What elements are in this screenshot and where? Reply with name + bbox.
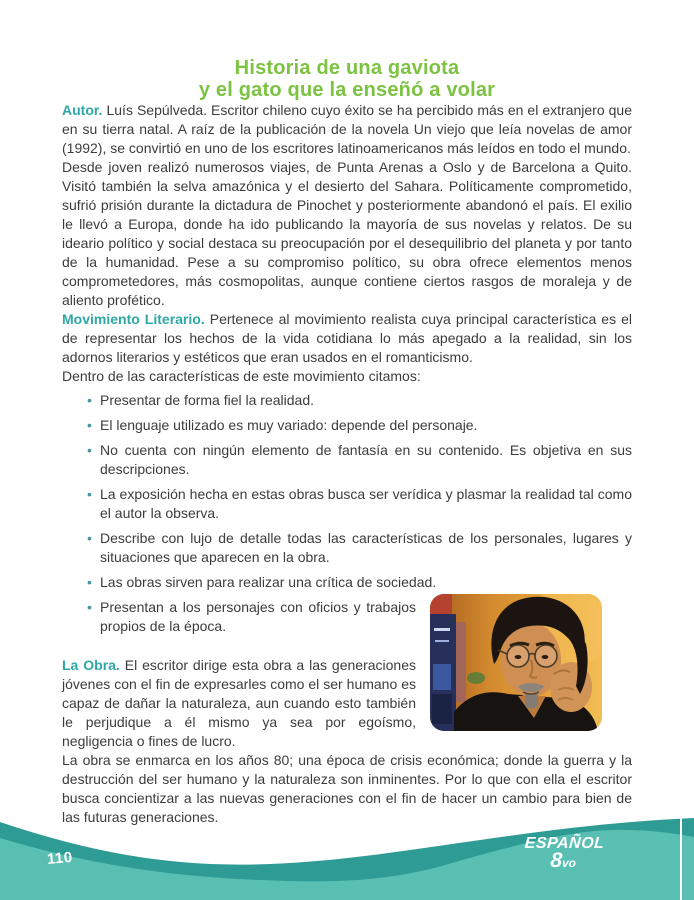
brand-logo	[523, 836, 605, 872]
brand-grade: 8vo	[550, 849, 577, 872]
list-item: • Describe con lujo de detalle todas las características de los personales, lugares y situaciones que aparecen en la obra.	[100, 529, 632, 567]
page-content	[62, 0, 632, 827]
list-item: • La exposición hecha en estas obras busca ser verídica y plasmar la realidad tal como el autor la observa.	[100, 485, 632, 523]
list-item: • El lenguaje utilizado es muy variado: depende del personaje.	[100, 416, 632, 435]
characteristics-list	[62, 391, 632, 592]
brand-title: ESPAÑOL	[524, 835, 606, 852]
movimiento-intro: Dentro de las características de este movimiento citamos:	[62, 368, 421, 384]
section-label-obra: La Obra.	[62, 657, 120, 673]
paragraph-movimiento-intro	[62, 367, 632, 386]
autor-text-2: Desde joven realizó numerosos viajes, de Punta Arenas a Oslo y de Barcelona a Quito. Visitó también la selva amazónica y el desierto del Sahara. Políticamente comprometido, sufrió prisión durante la dictadura de Pinochet y posteriormente abandonó el país. El exilio le llevó a Europa, donde ha ido publicando la mayoría de sus novelas y relatos. De su ideario político y social destaca su preocupación por el desequilibrio del planeta y por tanto de la humanidad. Pese a su compromiso político, su obra ofrece elementos menos comprometedores, más cosmopolitas, aunque contiene ciertos rasgos de moraleja y de aliento profético.	[62, 159, 632, 308]
movimiento-text: Pertenece al movimiento realista cuya principal característica es el de representar los hechos de la vida cotidiana lo más apegado a la realidad, sin los adornos literarios y estéticos que eran usados en el romanticismo.	[62, 311, 633, 365]
page-number: 110	[46, 848, 74, 869]
obra-text-2: La obra se enmarca en los años 80; una época de crisis económica; donde la guerra y la destrucción del ser humano y la naturaleza son inminentes. Por lo que con ella el escritor busca concientizar a las nuevas generaciones con el fin de hacer un cambio para bien de las futuras generaciones.	[62, 752, 632, 825]
paragraph-movimiento	[62, 310, 632, 367]
characteristics-list-continued	[62, 598, 632, 636]
section-label-movimiento: Movimiento Literario.	[62, 311, 205, 327]
paragraph-autor	[62, 101, 632, 158]
obra-section	[62, 598, 632, 827]
list-item: • Las obras sirven para realizar una crítica de sociedad.	[100, 573, 632, 592]
page-title-line-2: y el gato que la enseñó a volar	[198, 79, 496, 101]
obra-text: El escritor dirige esta obra a las generaciones jóvenes con el fin de expresarles como el ser humano es capaz de dañar la naturaleza, aun cuando esto también le perjudique a él mismo ya sea por egoísmo, negligencia o fines de lucro.	[62, 657, 416, 749]
list-item: • No cuenta con ningún elemento de fantasía en su contenido. Es objetiva en sus descripciones.	[100, 441, 632, 479]
page-title	[62, 57, 632, 101]
page-title-line-1: Historia de una gaviota	[234, 57, 460, 79]
list-item: • Presentan a los personajes con oficios y trabajos propios de la época.	[100, 598, 632, 636]
list-item: • Presentar de forma fiel la realidad.	[100, 391, 632, 410]
page-footer	[0, 810, 694, 900]
paragraph-autor-2	[62, 158, 632, 310]
footer-edge-line	[680, 814, 682, 900]
autor-text: Luís Sepúlveda. Escritor chileno cuyo éxito se ha percibido más en el extranjero que en su tierra natal. A raíz de la publicación de la novela Un viejo que leía novelas de amor (1992), se convirtió en uno de los escritores latinoamericanos más leídos en todo el mundo.	[62, 102, 632, 156]
section-label-autor: Autor.	[62, 102, 103, 118]
